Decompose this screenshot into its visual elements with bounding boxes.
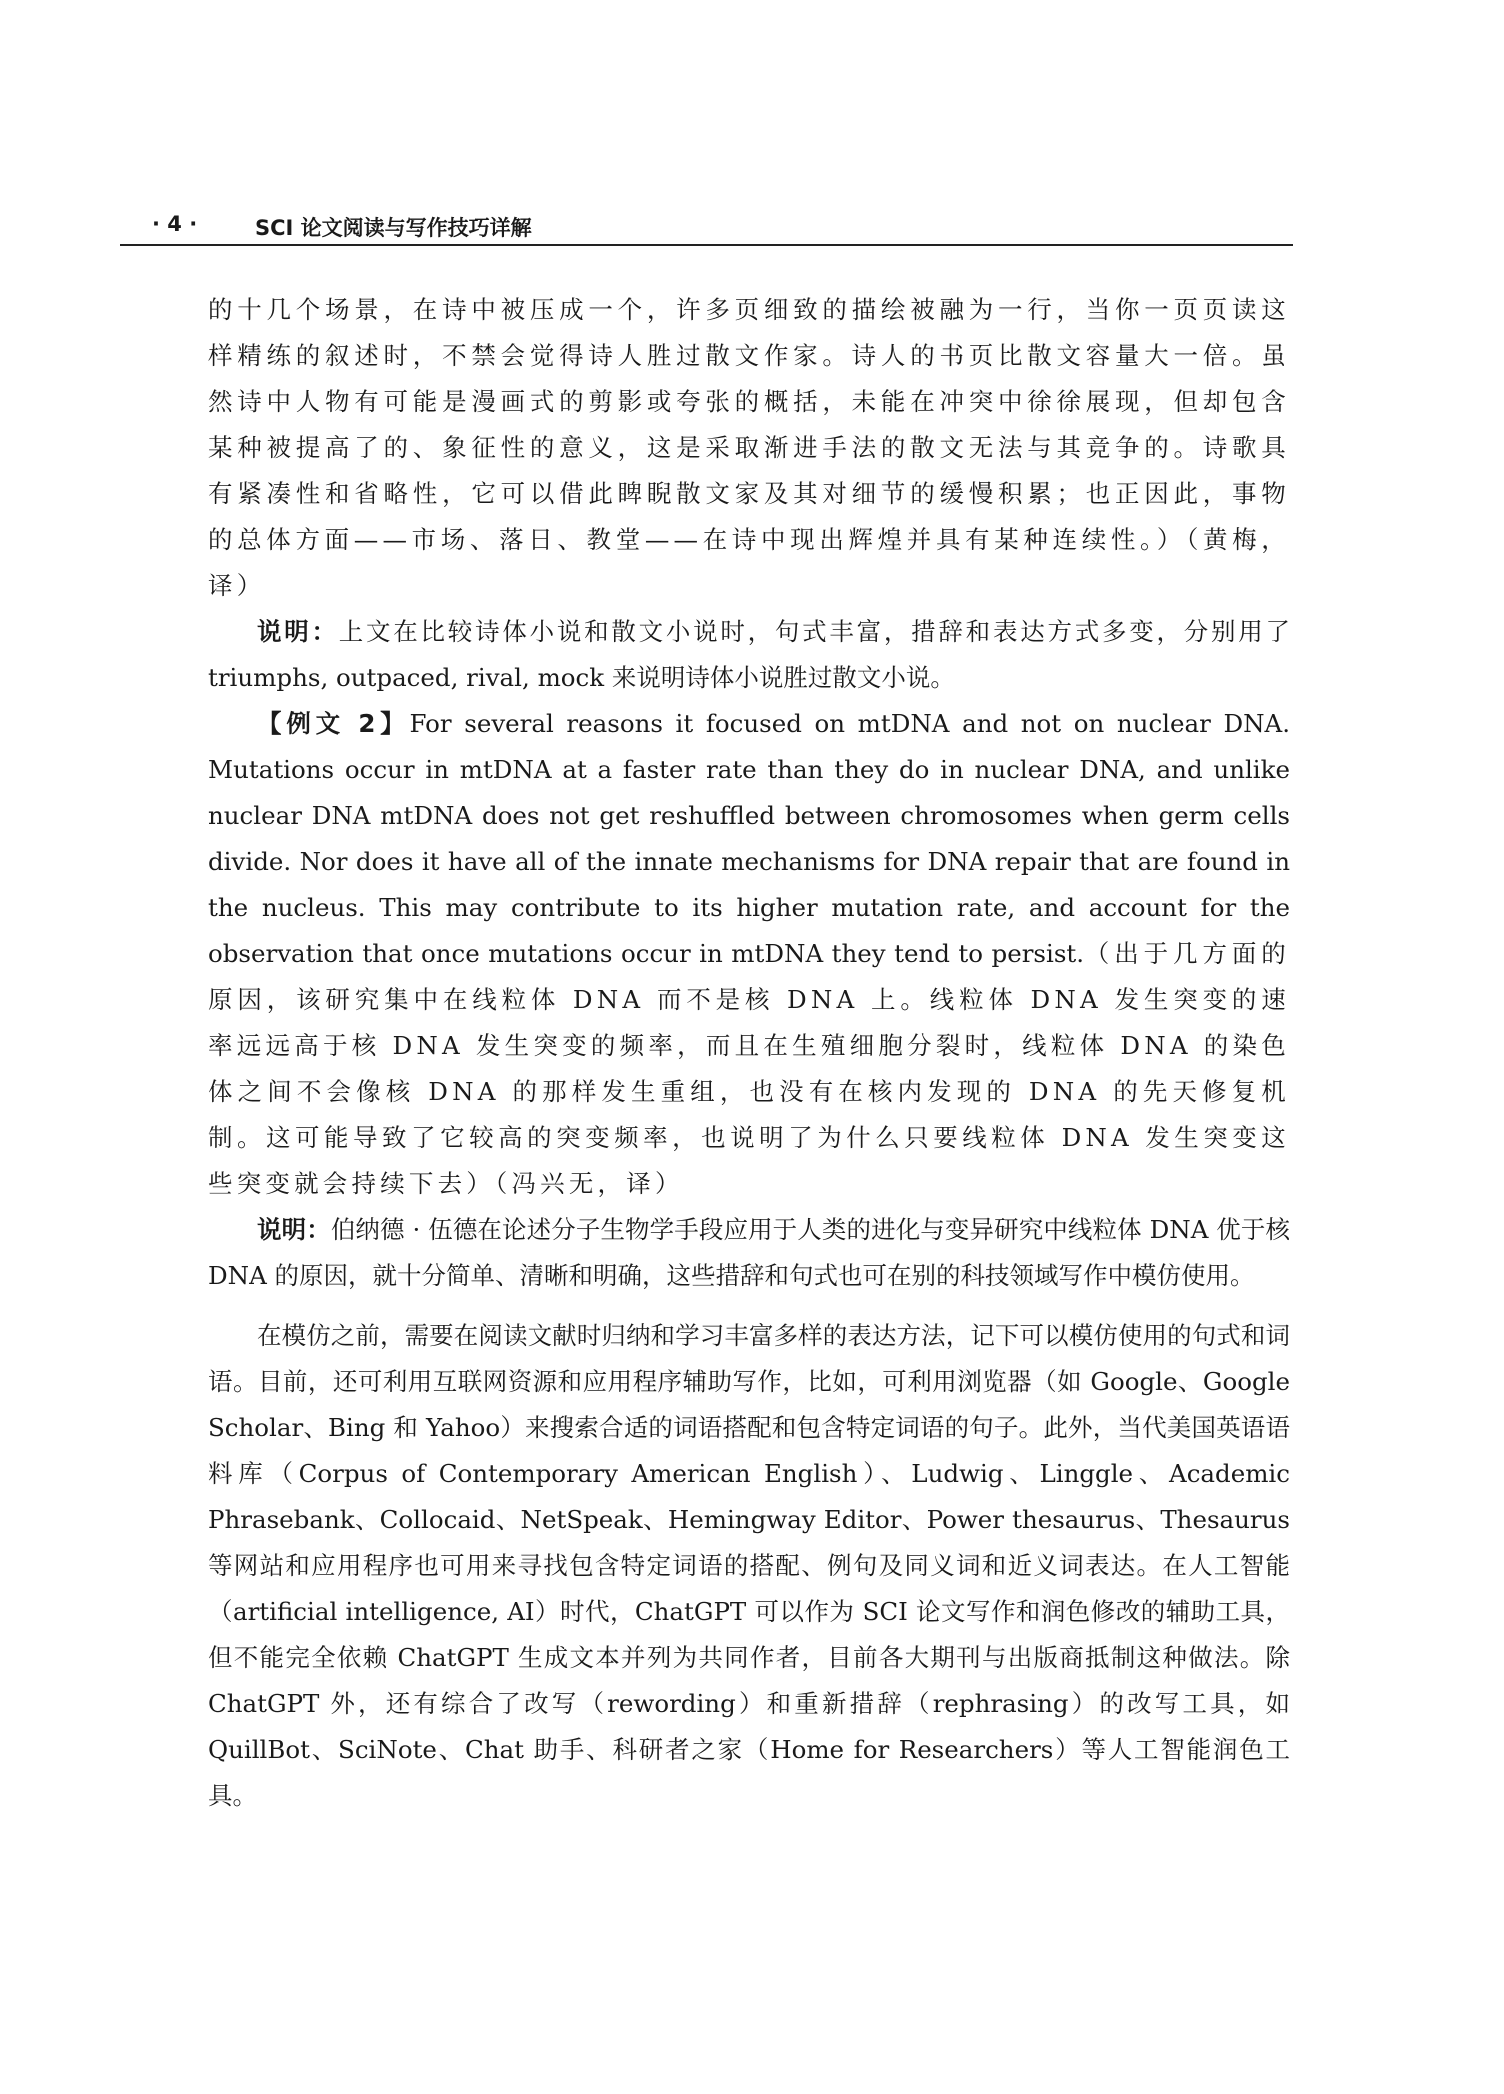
note-label: 说明： (257, 1215, 331, 1244)
page-number: · 4 · (152, 212, 198, 236)
quote-translation-continued: 的十几个场景，在诗中被压成一个，许多页细致的描绘被融为一行，当你一页页读这样精练的叙述时，不禁会觉得诗人胜过散文作家。诗人的书页比散文容量大一倍。虽然诗中人物有可能是漫画式的剪影或夸张的概括，未能在冲突中徐徐展现，但却包含某种被提高了的、象征性的意义，这是采取渐进手法的散文无法与其竞争的。诗歌具有紧凑性和省略性，它可以借此睥睨散文家及其对细节的缓慢积累；也正因此，事物的总体方面——市场、落日、教堂——在诗中现出辉煌并具有某种连续性。）（黄梅，译） (208, 295, 1290, 600)
paragraph-gap (208, 1299, 1290, 1313)
page-header (120, 208, 1293, 246)
note-paragraph-1 (208, 609, 1290, 701)
example-label: 【例文 2】 (257, 709, 410, 738)
running-title: SCI 论文阅读与写作技巧详解 (255, 216, 532, 240)
note-text: 伯纳德 · 伍德在论述分子生物学手段应用于人类的进化与变异研究中线粒体 DNA 优于核 DNA 的原因，就十分简单、清晰和明确，这些措辞和句式也可在别的科技领域写作中模仿使用。 (208, 1215, 1291, 1290)
body-text (208, 287, 1290, 1819)
note-text: 上文在比较诗体小说和散文小说时，句式丰富，措辞和表达方式多变，分别用了 triumphs, outpaced, rival, mock 来说明诗体小说胜过散文小说。 (208, 617, 1291, 692)
example-2-paragraph (208, 701, 1290, 1207)
note-paragraph-2 (208, 1207, 1290, 1299)
example-english-text: For several reasons it focused on mtDNA and not on nuclear DNA. Mutations occur in mtDNA at a faster rate than they do in nuclear DNA, and unlike nuclear DNA mtDNA does not get reshuffled between chromosomes when germ cells divide. Nor does it have all of the innate mechanisms for DNA repair that are found in the nucleus. This may contribute to its higher mutation rate, and account for the observation that once mutations occur in mtDNA they tend to persist. (208, 709, 1291, 968)
note-label: 说明： (257, 617, 339, 646)
body-paragraph: 在模仿之前，需要在阅读文献时归纳和学习丰富多样的表达方法，记下可以模仿使用的句式和词语。目前，还可利用互联网资源和应用程序辅助写作，比如，可利用浏览器（如 Google、Google Scholar、Bing 和 Yahoo）来搜索合适的词语搭配和包含特定词语的句子。此外，当代美国英语语料库（Corpus of Contemporary American English）、Ludwig、Linggle、Academic Phrasebank、Collocaid、NetSpeak、Hemingway Editor、Power thesaurus、Thesaurus 等网站和应用程序也可用来寻找包含特定词语的搭配、例句及同义词和近义词表达。在人工智能（artificial intelligence, AI）时代，ChatGPT 可以作为 SCI 论文写作和润色修改的辅助工具，但不能完全依赖 ChatGPT 生成文本并列为共同作者，目前各大期刊与出版商抵制这种做法。除 ChatGPT 外，还有综合了改写（rewording）和重新措辞（rephrasing）的改写工具，如 QuillBot、SciNote、Chat 助手、科研者之家（Home for Researchers）等人工智能润色工具。 (208, 1321, 1290, 1810)
example-translation: （出于几方面的原因，该研究集中在线粒体 DNA 而不是核 DNA 上。线粒体 DNA 发生突变的速率远远高于核 DNA 发生突变的频率，而且在生殖细胞分裂时，线粒体 DNA 的染色体之间不会像核 DNA 的那样发生重组，也没有在核内发现的 DNA 的先天修复机制。这可能导致了它较高的突变频率，也说明了为什么只要线粒体 DNA 发生突变这些突变就会持续下去）（冯兴无，译） (208, 939, 1290, 1198)
